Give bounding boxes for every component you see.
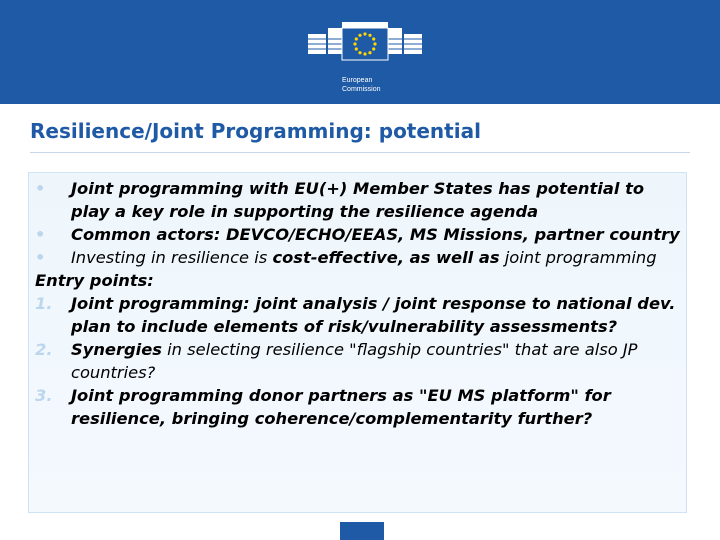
entry-number: 3. bbox=[35, 386, 53, 405]
svg-text:Commission: Commission bbox=[342, 86, 381, 93]
bullet-item bbox=[35, 177, 685, 223]
entry-number: 1. bbox=[35, 294, 53, 313]
entry-text: Joint programming: joint analysis / joint response to national dev. plan to include elements of risk/vulnerability assessments? bbox=[71, 294, 676, 336]
entry-number: 2. bbox=[35, 340, 53, 359]
bullet-marker: • bbox=[35, 225, 46, 244]
bullet-item bbox=[35, 246, 685, 269]
eu-flag-icon bbox=[342, 28, 388, 60]
entry-item bbox=[35, 292, 685, 338]
bullet-text: Common actors: DEVCO/ECHO/EEAS, MS Missions, partner country bbox=[71, 225, 680, 244]
entry-points-label: Entry points: bbox=[35, 271, 154, 290]
bullet-item bbox=[35, 223, 685, 246]
entry-text-emphasis: Synergies bbox=[71, 340, 162, 359]
header-band bbox=[0, 0, 720, 104]
content-text bbox=[35, 177, 685, 430]
title-divider bbox=[30, 152, 690, 153]
entry-item bbox=[35, 384, 685, 430]
page-title: Resilience/Joint Programming: potential bbox=[30, 119, 481, 143]
bullet-text-emphasis: cost-effective, as well as bbox=[272, 248, 500, 267]
entry-text: Joint programming donor partners as "EU MS platform" for resilience, bringing coherence/complementarity further? bbox=[71, 386, 611, 428]
european-commission-logo bbox=[304, 12, 426, 100]
footer-flag-strip bbox=[340, 522, 384, 540]
entry-item bbox=[35, 338, 685, 384]
bullet-text: joint programming bbox=[499, 248, 657, 267]
bullet-text: Joint programming with EU(+) Member States has potential to play a key role in supporting the resilience agenda bbox=[71, 179, 645, 221]
svg-text:European: European bbox=[342, 77, 373, 84]
content-box bbox=[28, 172, 687, 513]
entry-text: in selecting resilience "flagship countries" that are also JP countries? bbox=[71, 340, 638, 382]
bullet-text: Investing in resilience is bbox=[71, 248, 273, 267]
bullet-marker: • bbox=[35, 248, 46, 267]
bullet-marker: • bbox=[35, 179, 46, 198]
